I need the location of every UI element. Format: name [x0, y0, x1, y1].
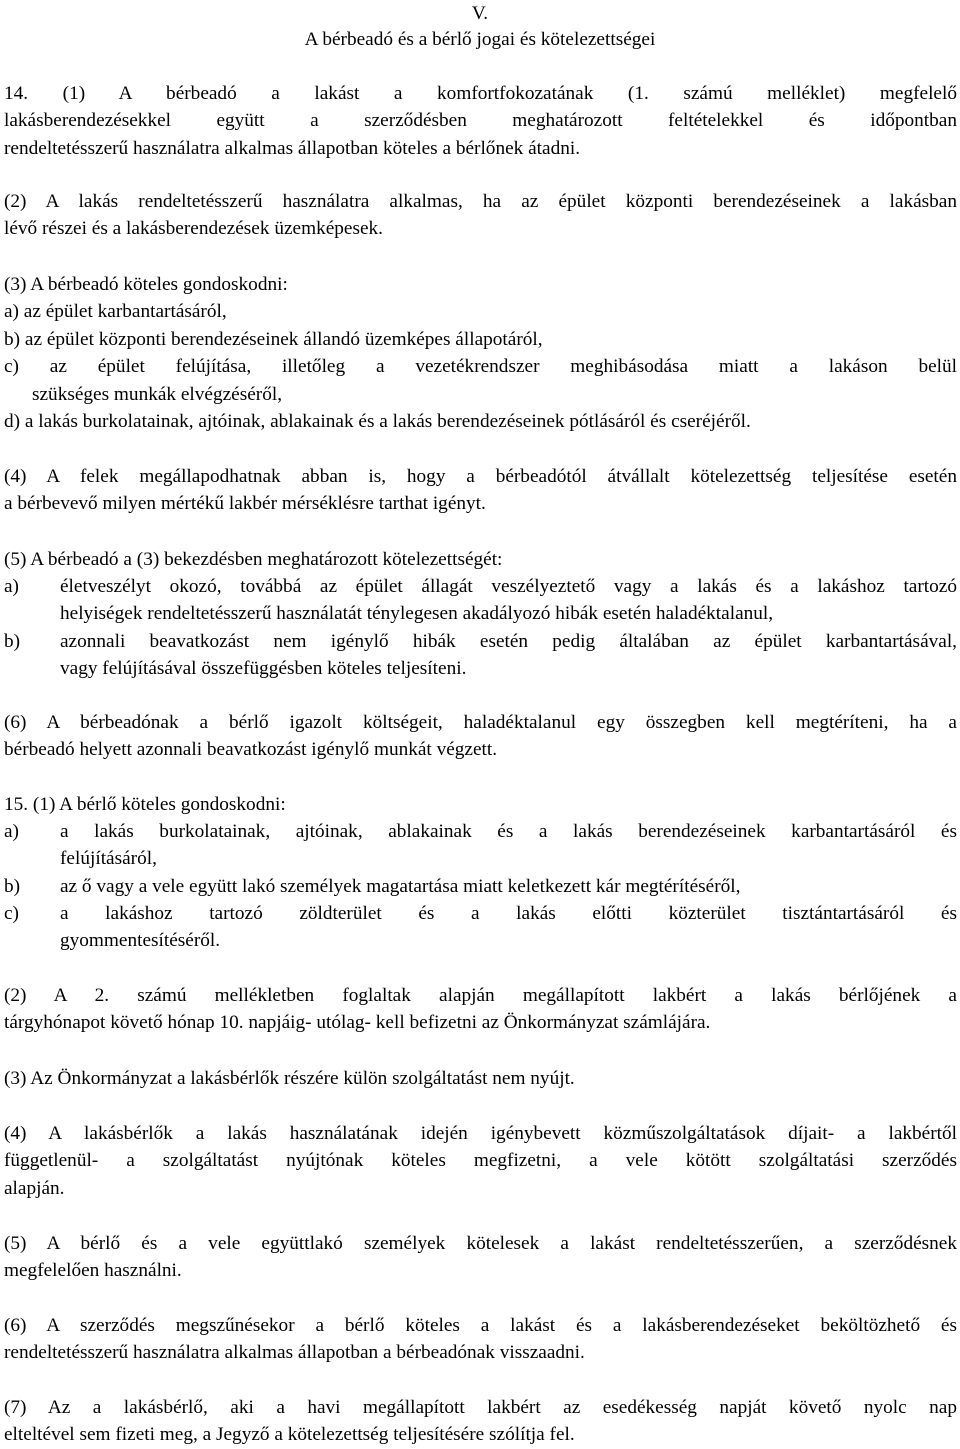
text-line: a lakáshoz tartozó zöldterület és a lakás előtti közterület tisztántartásáról és: [60, 903, 957, 924]
list-text: [60, 628, 957, 683]
list-item: d) a lakás burkolatainak, ajtóinak, ablakainak és a lakás berendezéseinek pótlásáról és cseréjéről.: [4, 411, 751, 433]
text-line: a bérbevevő milyen mértékű lakbér mérséklésre tarthat igényt.: [4, 493, 486, 515]
text-line: felújításáról,: [60, 848, 157, 870]
text-line: lakásberendezésekkel együtt a szerződésben meghatározott feltételekkel és időpontban: [4, 110, 957, 132]
section-14-paragraph-6: [4, 709, 957, 764]
list-text: [60, 900, 957, 955]
text-line: (5) A bérbeadó a (3) bekezdésben meghatározott kötelezettségét:: [4, 549, 503, 570]
list-item: c) az épület felújítása, illetőleg a vezetékrendszer meghibásodása miatt a lakáson belül: [4, 356, 957, 378]
section-15-paragraph-6: [4, 1312, 957, 1367]
text-line: gyommentesítéséről.: [60, 930, 221, 952]
section-14-paragraph-4: [4, 463, 957, 518]
text-line: (3) A bérbeadó köteles gondoskodni:: [4, 274, 288, 295]
text-line: 14. (1) A bérbeadó a lakást a komfortfokozatának (1. számú melléklet) megfelelő: [4, 83, 957, 104]
text-line: (4) A felek megállapodhatnak abban is, hogy a bérbeadótól átvállalt kötelezettség teljesítése esetén: [4, 466, 957, 487]
chapter-title: A bérbeadó és a bérlő jogai és kötelezettségei: [304, 29, 656, 50]
text-line: a lakás burkolatainak, ajtóinak, ablakainak és a lakás berendezéseinek karbantartásáról és: [60, 821, 957, 842]
text-line: (6) A bérbeadónak a bérlő igazolt költségeit, haladéktalanul egy összegben kell megtéríteni, ha a: [4, 712, 957, 733]
section-14-5-item-a: [4, 573, 957, 629]
list-item: b) az épület központi berendezéseinek állandó üzemképes állapotáról,: [4, 328, 543, 350]
section-15-paragraph-1-intro: [4, 791, 957, 818]
list-label: c): [4, 903, 19, 924]
section-15-paragraph-7: [4, 1394, 957, 1449]
list-label: a): [4, 821, 19, 842]
text-line: (2) A lakás rendeltetésszerű használatra alkalmas, ha az épület központi berendezéseinek a lakásban: [4, 191, 957, 212]
section-15-1-item-c: [4, 900, 957, 956]
section-15-1-item-a: [4, 818, 957, 874]
text-line: lévő részei és a lakásberendezések üzemképesek.: [4, 218, 383, 240]
list-label: a): [4, 576, 19, 597]
list-text: [60, 873, 957, 900]
text-line: vagy felújításával összefüggésben köteles teljesíteni.: [60, 658, 467, 680]
text-line: (4) A lakásbérlők a lakás használatának idején igénybevett közműszolgáltatások díjait- a lakbértől: [4, 1123, 957, 1144]
section-15-paragraph-2: [4, 982, 957, 1037]
text-line: bérbeadó helyett azonnali beavatkozást igénylő munkát végzett.: [4, 739, 498, 761]
text-line: megfelelően használni.: [4, 1260, 182, 1282]
text-line: rendeltetésszerű használatra alkalmas állapotban a bérbeadónak visszaadni.: [4, 1342, 585, 1364]
text-line: helyiségek rendeltetésszerű használatát ténylegesen akadályozó hibák esetén haladéktalanul,: [60, 603, 774, 625]
text-line: elteltével sem fizeti meg, a Jegyző a kötelezettség teljesítésére szólítja fel.: [4, 1424, 575, 1446]
text-line: 15. (1) A bérlő köteles gondoskodni:: [4, 794, 286, 815]
text-line: függetlenül- a szolgáltatást nyújtónak köteles megfizetni, a vele kötött szolgáltatási szerződés: [4, 1150, 957, 1172]
section-15-paragraph-3: [4, 1065, 957, 1092]
list-label: b): [4, 631, 21, 652]
text-line: rendeltetésszerű használatra alkalmas állapotban köteles a bérlőnek átadni.: [4, 137, 581, 159]
text-line: (6) A szerződés megszűnésekor a bérlő köteles a lakást és a lakásberendezéseket beköltözhető és: [4, 1315, 957, 1336]
section-14-paragraph-1: [4, 80, 957, 162]
section-14-5-item-b: [4, 628, 957, 684]
chapter-number: V.: [471, 3, 489, 24]
list-item-continuation: szükséges munkák elvégzéséről,: [32, 383, 283, 405]
list-item: a) az épület karbantartásáról,: [4, 301, 227, 323]
list-label: b): [4, 876, 21, 897]
text-line: alapján.: [4, 1177, 65, 1199]
section-15-paragraph-4: [4, 1120, 957, 1202]
list-text: [60, 818, 957, 873]
section-15-paragraph-5: [4, 1230, 957, 1285]
text-line: (2) A 2. számú mellékletben foglaltak alapján megállapított lakbért a lakás bérlőjének a: [4, 985, 957, 1006]
text-line: (3) Az Önkormányzat a lakásbérlők részére külön szolgáltatást nem nyújt.: [4, 1068, 575, 1089]
text-line: tárgyhónapot követő hónap 10. napjáig- utólag- kell befizetni az Önkormányzat számlájára.: [4, 1012, 711, 1034]
section-14-paragraph-5-intro: [4, 546, 957, 573]
list-text: [60, 573, 957, 628]
text-line: azonnali beavatkozást nem igénylő hibák esetén pedig általában az épület karbantartásával,: [60, 631, 957, 652]
text-line: az ő vagy a vele együtt lakó személyek magatartása miatt keletkezett kár megtérítéséről,: [60, 876, 741, 897]
text-line: (7) Az a lakásbérlő, aki a havi megállapított lakbért az esedékesség napját követő nyolc nap: [4, 1397, 957, 1418]
section-15-1-item-b: [4, 873, 957, 901]
text-line: életveszélyt okozó, továbbá az épület állagát veszélyeztető vagy a lakás és a lakáshoz tartozó: [60, 576, 957, 597]
section-14-paragraph-2: [4, 188, 957, 243]
section-14-paragraph-3: [4, 271, 957, 435]
text-line: (5) A bérlő és a vele együttlakó személyek kötelesek a lakást rendeltetésszerűen, a szerződésnek: [4, 1233, 957, 1254]
